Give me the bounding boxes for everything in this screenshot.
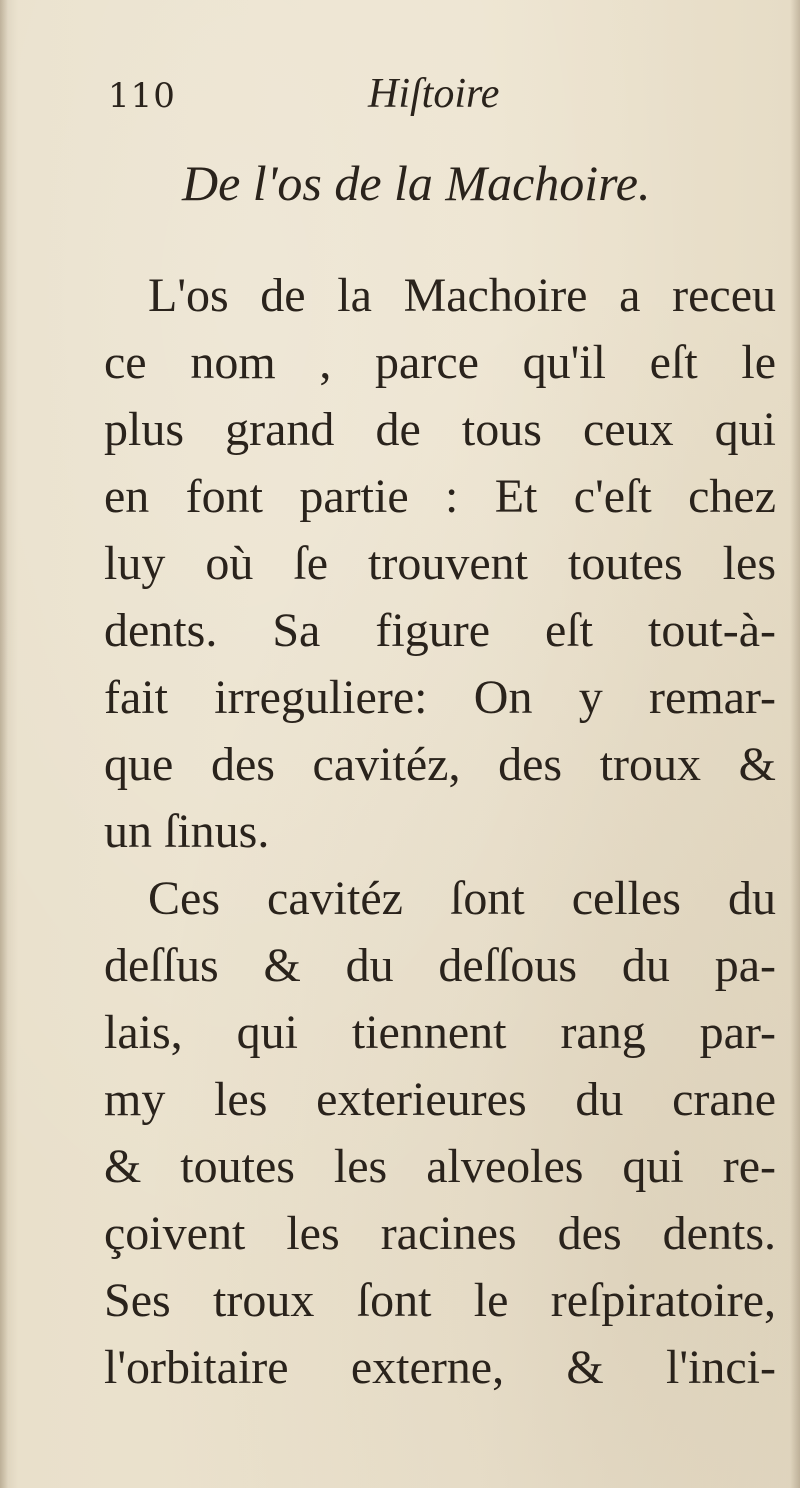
text-line: deſſus & du deſſous du pa- <box>104 939 776 992</box>
text-line: plus grand de tous ceux qui <box>104 403 776 456</box>
text-line: Ses troux ſont le reſpiratoire, <box>104 1274 776 1327</box>
text-line: dents. Sa figure eſt tout-à- <box>104 604 776 657</box>
text-line: fait irreguliere: On y remar- <box>104 671 776 724</box>
text-line: que des cavitéz, des troux & <box>104 738 776 791</box>
text-line: Ces cavitéz ſont celles du <box>148 872 776 925</box>
section-heading: De l'os de la Machoire. <box>182 155 651 211</box>
page-edge-shadow <box>790 0 800 1488</box>
text-line: my les exterieures du crane <box>104 1073 776 1126</box>
page-number: 110 <box>108 76 176 116</box>
text-line: ce nom , parce qu'il eſt le <box>104 336 776 389</box>
text-line: en font partie : Et c'eſt chez <box>104 470 776 523</box>
text-line: L'os de la Machoire a receu <box>148 269 776 322</box>
text-line: & toutes les alveoles qui re- <box>104 1140 776 1193</box>
running-title: Hiſtoire <box>368 71 500 117</box>
text-line: l'orbitaire externe, & l'inci- <box>104 1341 776 1394</box>
text-line: un ſinus. <box>104 805 270 858</box>
text-line: çoivent les racines des dents. <box>104 1207 776 1260</box>
page-gutter-shadow <box>0 0 8 1488</box>
text-line: lais, qui tiennent rang par- <box>104 1006 776 1059</box>
text-line: luy où ſe trouvent toutes les <box>104 537 776 590</box>
body-text <box>104 262 776 1401</box>
